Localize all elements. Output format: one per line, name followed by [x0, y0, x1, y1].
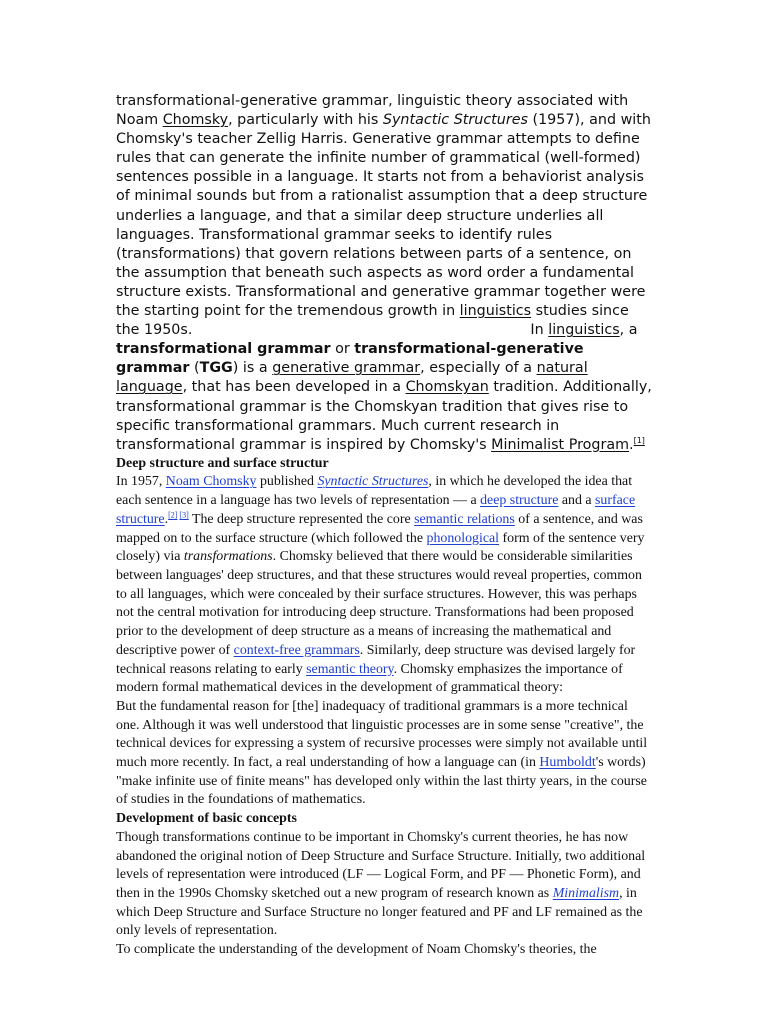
section-development [116, 810, 652, 960]
text-run: . [629, 436, 634, 453]
link-context-free-grammars[interactable]: context-free grammars [233, 642, 360, 658]
footnote-ref-3[interactable]: [3] [179, 510, 189, 520]
text-run: . Chomsky believed that there would be considerable similarities between languages' deep structures, and that these structures would reveal properties, common to all languages, which were concealed by their surface structures. However, this was perhaps not the central motivation for introducing deep structure. Transformations had been proposed prior to the development of deep structure as a means of increasing the mathematical and descriptive power of [116, 549, 642, 658]
text-run: In 1957, [116, 474, 166, 490]
section-heading: Deep structure and surface structur [116, 455, 329, 471]
text-run: (1957), and with Chomsky's teacher Zellig Harris. Generative grammar attempts to define rules that can generate the infinite number of grammatical (well-formed) sentences possible in a language. It starts not from a behaviorist analysis of minimal sounds but from a rationalist assumption that a deep structure underlies a language, and that a similar deep structure underlies all languages. Transformational grammar seeks to identify rules (transformations) that govern relations between parts of a sentence, on the assumption that beneath such aspects as word order a fundamental structure exists. Transformational and generative grammar together were the starting point for the tremendous growth in [116, 112, 651, 320]
text-run: , especially of a [420, 360, 537, 377]
section-heading: Development of basic concepts [116, 811, 297, 827]
text-run: ) is a [232, 360, 273, 377]
text-run: . Chomsky emphasizes the importance of modern formal mathematical devices in the development of grammatical theory: [116, 661, 623, 696]
paragraph [116, 829, 652, 941]
text-run: The deep structure represented the core [188, 511, 415, 527]
text-run: studies since the 1950s. [116, 303, 629, 339]
link-minimalism[interactable]: Minimalism [552, 885, 620, 901]
link-noam-chomsky[interactable]: Noam Chomsky [165, 474, 257, 490]
text-run: Though transformations continue to be important in Chomsky's current theories, he has now abandoned the original notion of Deep Structure and Surface Structure. Initially, two additional levels of representation were introduced (LF — Logical Form, and PF — Phonetic Form), and then in the 1990s Chomsky sketched out a new program of research known as [116, 829, 646, 901]
text-run: form of the sentence very closely) via [116, 530, 645, 565]
link-linguistics[interactable]: linguistics [459, 303, 532, 320]
text-run: or [330, 341, 355, 358]
text-run: 's words) "make infinite use of finite means" has developed only within the last thirty years, in the course of studies in the foundations of mathematics. [116, 755, 647, 808]
link-semantic-theory[interactable]: semantic theory [306, 661, 394, 677]
text-run: , in which Deep Structure and Surface Structure no longer featured and PF and LF remained as the only levels of representation. [116, 885, 643, 939]
text-run: , that has been developed in a [182, 379, 406, 396]
link-chomskyan[interactable]: Chomskyan [405, 379, 489, 396]
link-minimalist-program[interactable]: Minimalist Program [491, 436, 630, 453]
link-phonological[interactable]: phonological [426, 530, 500, 546]
link-syntactic-structures[interactable]: Syntactic Structures [317, 474, 429, 490]
section-deep-structure [116, 455, 652, 810]
text-run: and a [558, 493, 596, 509]
intro-text [116, 92, 652, 455]
intro-paragraph [116, 92, 652, 455]
term-tgg: TGG [199, 360, 233, 377]
term-transformational-generative-grammar: transformational-generative grammar [116, 341, 584, 377]
document-page [116, 92, 652, 960]
link-natural-language[interactable]: natural language [116, 360, 588, 396]
link-semantic-relations[interactable]: semantic relations [414, 511, 515, 527]
paragraph [116, 473, 652, 697]
text-run: transformational-generative grammar, linguistic theory associated with Noam [116, 93, 629, 129]
text-run: , in which he developed the idea that each sentence in a language has two levels of representation — a [116, 474, 633, 509]
paragraph: To complicate the understanding of the development of Noam Chomsky's theories, the [116, 942, 597, 958]
text-run: But the fundamental reason for [the] inadequacy of traditional grammars is a more technical one. Although it was well understood that linguistic processes are in some sense "creative", the technical devices for expressing a system of recursive processes were simply not available until much more recently. In fact, a real understanding of how a language can (in [116, 698, 648, 771]
paragraph [116, 698, 652, 810]
footnote-ref-2[interactable]: [2] [168, 510, 178, 520]
link-deep-structure[interactable]: deep structure [480, 493, 559, 509]
text-run: . [164, 511, 169, 527]
text-run: , particularly with his [228, 112, 383, 129]
text-run: In [530, 322, 549, 339]
link-linguistics-2[interactable]: linguistics [548, 322, 620, 339]
text-run: published [256, 474, 318, 490]
link-chomsky[interactable]: Chomsky [162, 112, 229, 129]
text-run: . Similarly, deep structure was devised largely for technical reasons relating to early [116, 642, 636, 677]
text-run: ( [189, 360, 200, 377]
link-humboldt[interactable]: Humboldt [539, 755, 596, 771]
italic-title-syntactic-structures: Syntactic Structures [382, 112, 528, 129]
text-run: , a [619, 322, 638, 339]
text-run: of a sentence, and was mapped on to the surface structure (which followed the [116, 511, 643, 546]
text-run: tradition. Additionally, transformational grammar is the Chomskyan tradition that gives rise to specific transformational grammars. Much current research in transformational grammar is inspired by Chomsky's [116, 379, 652, 453]
italic-transformations: transformations [183, 549, 273, 565]
link-surface-structure[interactable]: surface structure [116, 493, 636, 527]
footnote-ref-1[interactable]: [1] [633, 435, 645, 445]
link-generative-grammar[interactable]: generative grammar [272, 360, 421, 377]
term-transformational-grammar: transformational grammar [116, 341, 331, 358]
